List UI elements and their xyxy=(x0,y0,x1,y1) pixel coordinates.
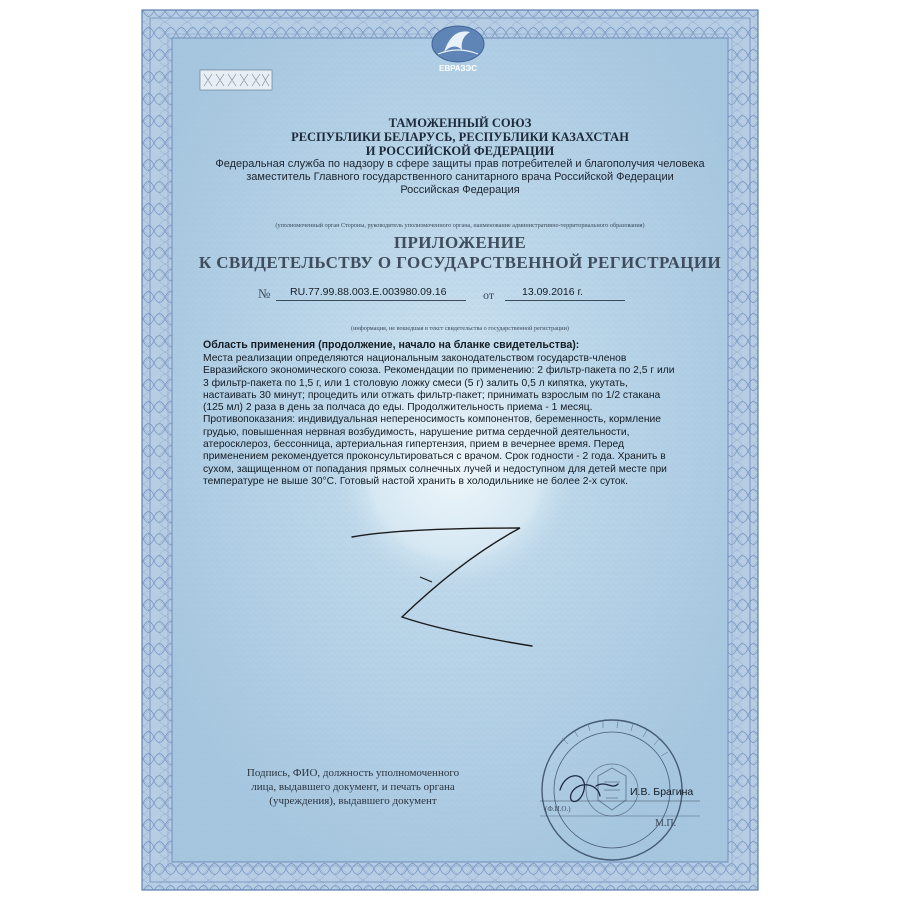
scope-line: температуре не выше 30°С. Готовый настой хранить в холодильнике не более 2-х суток. xyxy=(203,475,628,487)
scope-line: атеросклероз, бессонница, артериальная гипертензия, прием в вечернее время. Перед xyxy=(203,439,625,451)
scope-line: настаивать 30 минут; процедить или отжать фильтр-пакет; принимать взрослым по 1/2 стакана xyxy=(203,389,661,401)
scope-line: (125 мл) 2 раза в день за полчаса до еды. Продолжительность приема - 1 месяц. xyxy=(203,402,593,414)
document-title: ПРИЛОЖЕНИЕ xyxy=(393,233,527,252)
stamp-mark: М.П. xyxy=(655,818,677,829)
authority-line-3: Российская Федерация xyxy=(400,184,520,196)
registration-date: 13.09.2016 г. xyxy=(522,286,583,298)
signatory-label-2: лица, выдавшего документ, и печать органа xyxy=(251,781,455,793)
eurasec-emblem xyxy=(432,26,484,62)
scope-heading: Область применения (продолжение, начало на бланке свидетельства): xyxy=(203,339,580,351)
signatory-label-1: Подпись, ФИО, должность уполномоченного xyxy=(246,767,460,779)
signatory-label-3: (учреждения), выдавшего документ xyxy=(269,795,437,807)
number-label: № xyxy=(258,286,271,301)
header-republics: РЕСПУБЛИКИ БЕЛАРУСЬ, РЕСПУБЛИКИ КАЗАХСТАН xyxy=(291,130,629,144)
header-russian-federation: И РОССИЙСКОЙ ФЕДЕРАЦИИ xyxy=(365,144,555,158)
scope-line: Места реализации определяются национальным законодательством государств-членов xyxy=(203,353,627,364)
registration-caption: (информация, не вошедшая в текст свидетельства о государственной регистрации) xyxy=(351,325,569,332)
header-customs-union: ТАМОЖЕННЫЙ СОЮЗ xyxy=(388,116,532,130)
authority-line-1: Федеральная служба по надзору в сфере защиты прав потребителей и благополучия человека xyxy=(215,158,705,170)
scope-line: грудью, повышенная нервная возбудимость, нарушение ритма сердечной деятельности, xyxy=(203,426,630,438)
document-subtitle: К СВИДЕТЕЛЬСТВУ О ГОСУДАРСТВЕННОЙ РЕГИСТРАЦИИ xyxy=(198,253,722,272)
authority-caption: (уполномоченный орган Стороны, руководитель уполномоченного органа, наименование административно-территориального образования) xyxy=(275,222,645,229)
scope-line: 3 фильтр-пакета по 1,5 г, или 1 столовую ложку смеси (5 г) залить 0,5 л кипятка, укутать, xyxy=(203,377,628,389)
scope-body xyxy=(203,353,709,488)
signatory-name: И.В. Брагина xyxy=(630,786,694,798)
date-underline xyxy=(505,300,625,301)
scope-line: сухом, защищенном от попадания прямых солнечных лучей и недоступном для детей месте при xyxy=(203,463,667,475)
date-label: от xyxy=(483,288,495,302)
scope-line: применением рекомендуется проконсультироваться с врачом. Срок годности - 2 года. Хранить в xyxy=(203,451,666,463)
number-underline xyxy=(276,300,466,301)
registration-number: RU.77.99.88.003.E.003980.09.16 xyxy=(290,286,447,298)
scope-line: Евразийского экономического союза. Рекомендации по применению: 2 фильтр-пакета по 2,5 г или xyxy=(203,365,675,377)
emblem-label: ЕВРАЗЭС xyxy=(438,64,477,73)
name-caption: (Ф.И.О.) xyxy=(545,805,571,813)
scope-line: Противопоказания: индивидуальная непереносимость компонентов, беременность, кормление xyxy=(203,414,662,426)
authority-line-2: заместитель Главного государственного санитарного врача Российской Федерации xyxy=(246,171,674,183)
